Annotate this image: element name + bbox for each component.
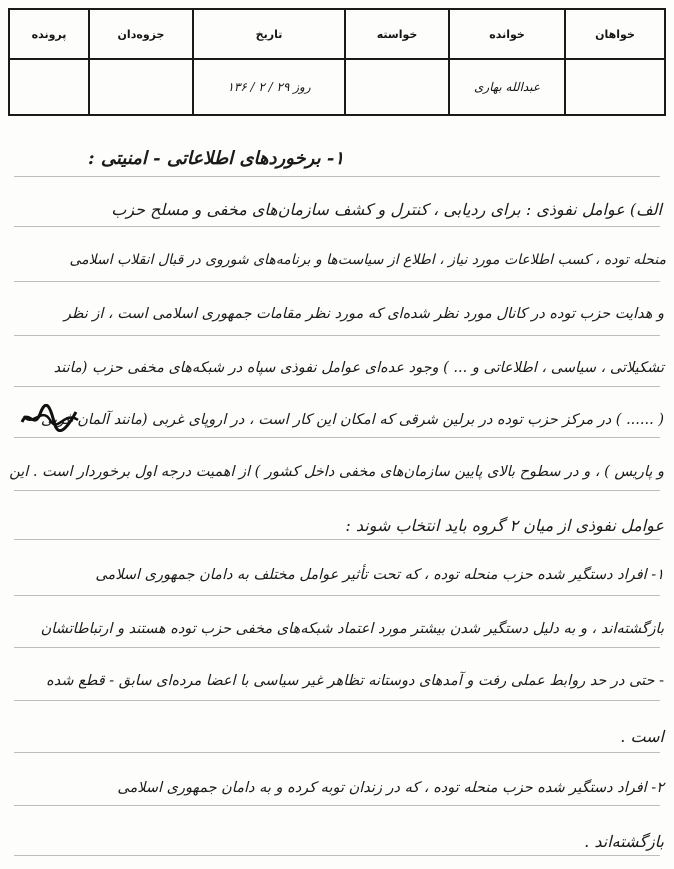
guide-line [14, 437, 660, 438]
column-khaste [344, 10, 448, 114]
column-value [90, 60, 192, 114]
column-value [346, 60, 448, 114]
guide-line [14, 226, 660, 227]
guide-line [14, 490, 660, 491]
guide-line [14, 595, 660, 596]
text-line: عوامل نفوذی از میان ۲ گروه باید انتخاب شوند : [345, 516, 664, 535]
column-header: خواسته [346, 10, 448, 60]
column-value [566, 60, 664, 114]
text-line: و پاریس ) ، و در سطوح بالای پایین سازمان‌های مخفی داخل کشور ) از اهمیت درجه اول برخوردار است . این [9, 464, 664, 480]
column-khanande [448, 10, 564, 114]
text-line: منحله توده ، کسب اطلاعات مورد نیاز ، اطلاع از سیاست‌ها و برنامه‌های شوروی در قبال انقلاب اسلامی [69, 252, 666, 268]
column-value: عبدالله بهاری [474, 80, 541, 94]
text-line: ( ...... ) در مرکز حزب توده در برلین شرقی که امکان این کار است ، در اروپای غربی (مانند آلمان غربی [40, 412, 664, 428]
column-parvande [10, 10, 88, 114]
text-line: بازگشته‌اند ، و به دلیل دستگیر شدن بیشتر مورد اعتماد شبکه‌های مخفی حزب توده هستند و ارتباطاتشان [40, 621, 664, 637]
column-value: روز ۲۹ / ۲ / ۱۳۶ [227, 80, 311, 94]
guide-line [14, 176, 660, 177]
column-value [10, 60, 88, 114]
column-header: جزوه‌دان [90, 10, 192, 60]
guide-line [14, 647, 660, 648]
column-header: خوانده [450, 10, 564, 60]
guide-line [14, 539, 660, 540]
column-header: پرونده [10, 10, 88, 60]
guide-line [14, 281, 660, 282]
text-line: و هدایت حزب توده در کانال مورد نظر شده‌ای که مورد نظر مقامات جمهوری اسلامی است ، از نظر [63, 306, 664, 322]
guide-line [14, 700, 660, 701]
crossed-out-scribble [20, 404, 80, 432]
column-khahan [564, 10, 664, 114]
guide-line [14, 855, 660, 856]
header-table [8, 8, 666, 116]
guide-line [14, 805, 660, 806]
text-line: تشکیلاتی ، سیاسی ، اطلاعاتی و ... ) وجود عده‌ای عوامل نفوذی سپاه در شبکه‌های مخفی حزب (مانند [53, 360, 664, 376]
column-juzvedan [88, 10, 192, 114]
text-line: است . [620, 727, 664, 746]
guide-line [14, 752, 660, 753]
column-header: خواهان [566, 10, 664, 60]
column-tarikh [192, 10, 344, 114]
guide-line [14, 335, 660, 336]
guide-line [14, 386, 660, 387]
text-line: بازگشته‌اند . [584, 832, 664, 851]
text-line: - حتی در حد روابط عملی رفت و آمدهای دوستانه تظاهر غیر سیاسی با اعضا مرده‌ای سابق - قطع شده [46, 673, 664, 689]
text-line: الف) عوامل نفوذی : برای ردیابی ، کنترل و کشف سازمان‌های مخفی و مسلح حزب [111, 200, 662, 219]
column-header: تاریخ [194, 10, 344, 60]
text-line: ۲- افراد دستگیر شده حزب منحله توده ، که در زندان توبه کرده و به دامان جمهوری اسلامی [117, 780, 664, 796]
section-heading: ۱- برخوردهای اطلاعاتی - امنیتی : [88, 148, 344, 169]
text-line: ۱- افراد دستگیر شده حزب منحله توده ، که تحت تأثیر عوامل مختلف به دامان جمهوری اسلامی [95, 567, 664, 583]
